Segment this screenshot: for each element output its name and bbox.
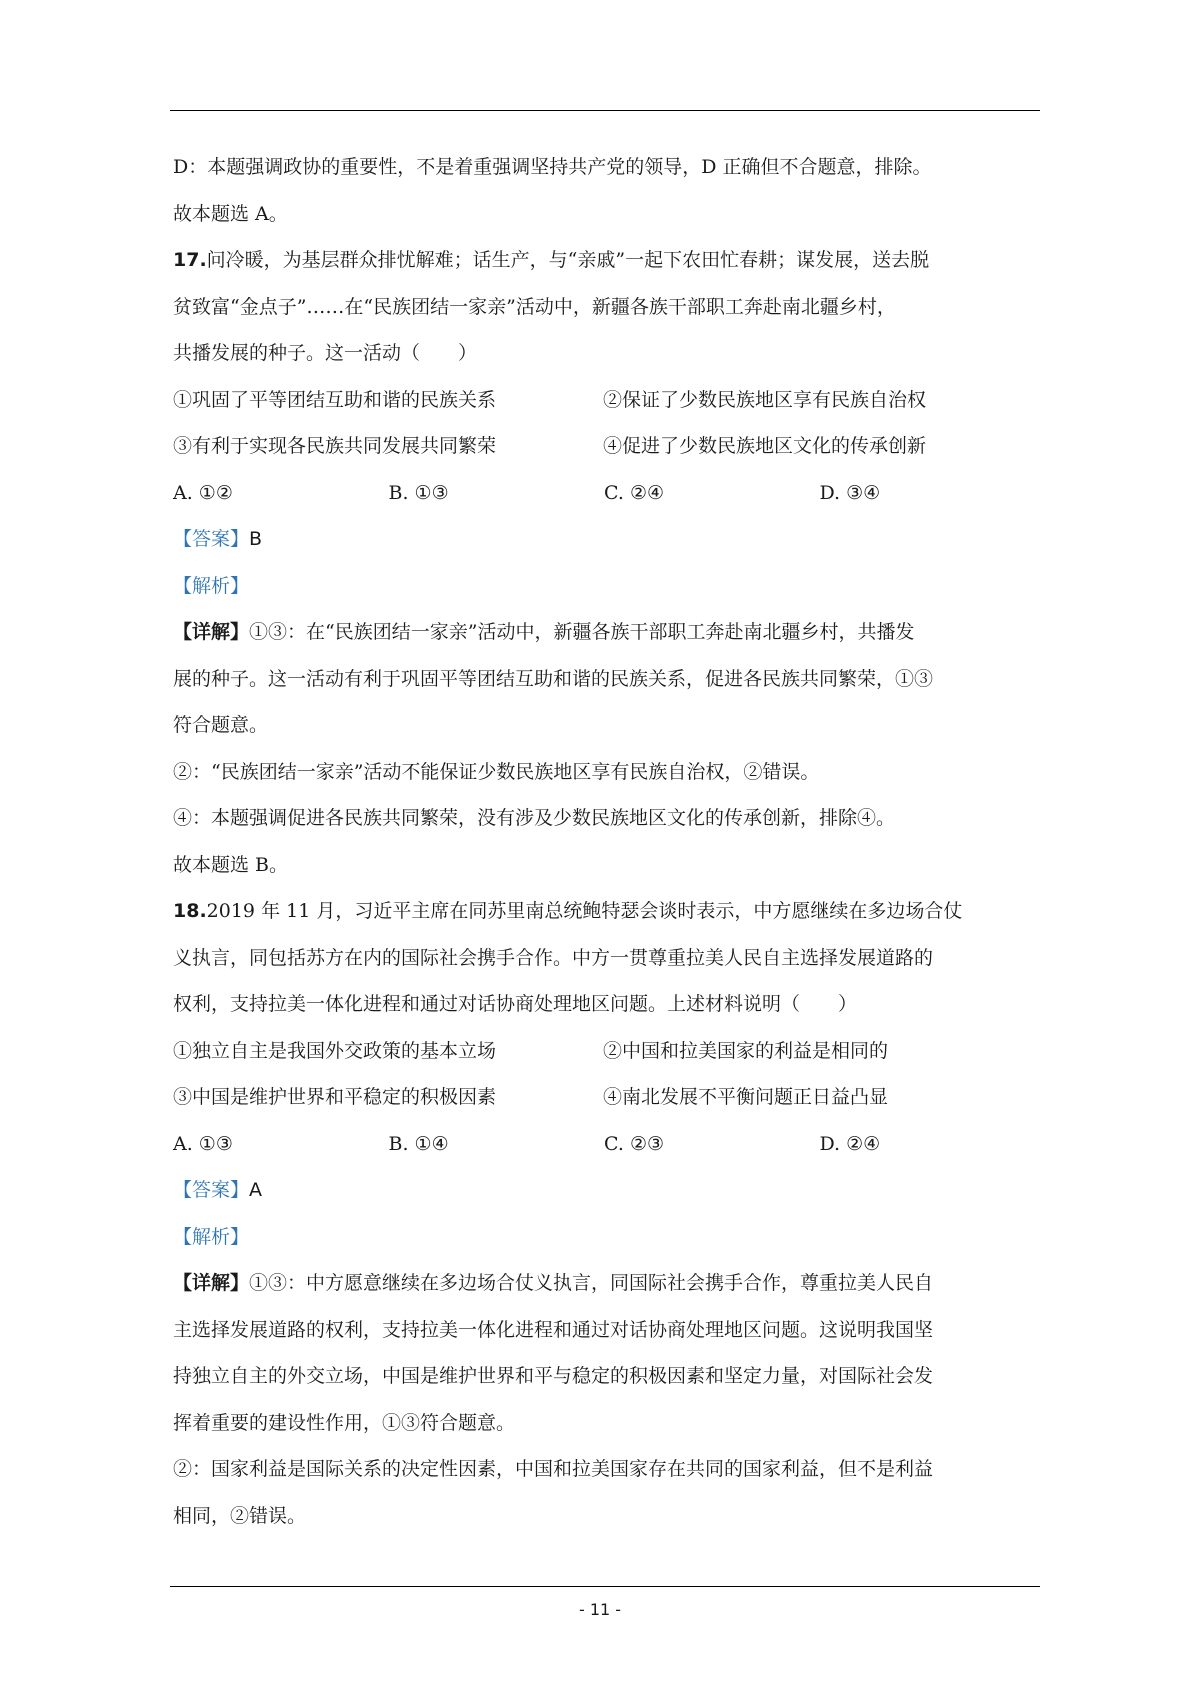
q18-detail-line-2: 主选择发展道路的权利，支持拉美一体化进程和通过对话协商处理地区问题。这说明我国坚 xyxy=(173,1318,934,1341)
q17-detail-line-6: 故本题选 B。 xyxy=(173,853,289,876)
q18-answer xyxy=(173,1175,1035,1222)
q17-stem-line-1 xyxy=(173,245,1035,292)
q17-analysis xyxy=(173,571,1035,618)
header-rule xyxy=(170,110,1040,111)
footer-rule xyxy=(170,1586,1040,1587)
q18-choice-c: C. ②③ xyxy=(604,1132,665,1155)
q18-statement-2: ②中国和拉美国家的利益是相同的 xyxy=(603,1039,889,1062)
q18-choices xyxy=(173,1129,1035,1176)
q17-statement-2: ②保证了少数民族地区享有民族自治权 xyxy=(603,388,927,411)
q18-choice-b: B. ①④ xyxy=(388,1132,449,1155)
q18-answer-letter: A xyxy=(249,1179,263,1201)
q18-stem-line-3: 权利，支持拉美一体化进程和通过对话协商处理地区问题。上述材料说明（ ） xyxy=(173,993,858,1015)
q17-detail-line-4: ②：“民族团结一家亲”活动不能保证少数民族地区享有民族自治权，②错误。 xyxy=(173,760,820,783)
q18-number: 18. xyxy=(173,900,207,922)
q18-detail-text-1: ①③：中方愿意继续在多边场合仗义执言，同国际社会携手合作，尊重拉美人民自 xyxy=(249,1272,934,1294)
q18-stem-line-2: 义执言，同包括苏方在内的国际社会携手合作。中方一贯尊重拉美人民自主选择发展道路的 xyxy=(173,946,934,969)
q18-choice-a: A. ①③ xyxy=(173,1132,233,1155)
q17-stem-text-1: 问冷暖，为基层群众排忧解难；话生产，与“亲戚”一起下农田忙春耕；谋发展，送去脱 xyxy=(206,249,930,271)
q18-statement-3: ③中国是维护世界和平稳定的积极因素 xyxy=(173,1086,497,1108)
q17-detail-tag: 【详解】 xyxy=(173,621,250,643)
q18-detail-line-3: 持独立自主的外交立场，中国是维护世界和平与稳定的积极因素和坚定力量，对国际社会发 xyxy=(173,1365,934,1387)
q18-stem-line-1 xyxy=(173,896,1035,943)
q17-statement-4: ④促进了少数民族地区文化的传承创新 xyxy=(603,435,927,457)
q17-statement-1: ①巩固了平等团结互助和谐的民族关系 xyxy=(173,388,497,411)
q17-detail-line-2: 展的种子。这一活动有利于巩固平等团结互助和谐的民族关系，促进各民族共同繁荣，①③ xyxy=(173,667,934,690)
q17-statements-row-1 xyxy=(173,385,1035,432)
q16-option-d-explanation: D：本题强调政协的重要性，不是着重强调坚持共产党的领导，D 正确但不合题意，排除。 xyxy=(173,156,932,178)
q17-answer xyxy=(173,524,1035,571)
q18-statements-row-1 xyxy=(173,1036,1035,1083)
q18-statement-1: ①独立自主是我国外交政策的基本立场 xyxy=(173,1039,497,1062)
q18-choice-d: D. ②④ xyxy=(819,1132,881,1155)
q18-answer-tag: 【答案】 xyxy=(173,1179,250,1201)
q17-detail-line-3: 符合题意。 xyxy=(173,714,269,736)
q17-statements-row-2 xyxy=(173,431,1035,478)
q18-detail-line-6: 相同，②错误。 xyxy=(173,1504,307,1527)
page-content xyxy=(173,152,1035,1547)
q17-stem-line-3: 共播发展的种子。这一活动（ ） xyxy=(173,342,478,364)
q18-analysis xyxy=(173,1222,1035,1269)
q17-detail-line-5: ④：本题强调促进各民族共同繁荣，没有涉及少数民族地区文化的传承创新，排除④。 xyxy=(173,807,896,829)
q18-detail-line-4: 挥着重要的建设性作用，①③符合题意。 xyxy=(173,1411,516,1434)
q17-choice-d: D. ③④ xyxy=(819,481,881,504)
page-number: - 11 - xyxy=(578,1600,622,1619)
q17-choice-c: C. ②④ xyxy=(604,481,665,504)
q17-detail-text-1: ①③：在“民族团结一家亲”活动中，新疆各族干部职工奔赴南北疆乡村，共播发 xyxy=(249,621,915,643)
q17-answer-letter: B xyxy=(249,528,263,550)
q18-analysis-tag: 【解析】 xyxy=(173,1225,250,1248)
q17-number: 17. xyxy=(173,249,207,271)
q18-detail-line-1 xyxy=(173,1268,1035,1315)
q18-detail-line-5: ②：国家利益是国际关系的决定性因素，中国和拉美国家存在共同的国家利益，但不是利益 xyxy=(173,1458,934,1480)
q17-answer-tag: 【答案】 xyxy=(173,528,250,550)
q17-analysis-tag: 【解析】 xyxy=(173,574,250,597)
q17-statement-3: ③有利于实现各民族共同发展共同繁荣 xyxy=(173,435,497,457)
q18-detail-tag: 【详解】 xyxy=(173,1272,250,1294)
q18-statements-row-2 xyxy=(173,1082,1035,1129)
q18-statement-4: ④南北发展不平衡问题正日益凸显 xyxy=(603,1086,889,1108)
q17-choices xyxy=(173,478,1035,525)
q17-choice-b: B. ①③ xyxy=(388,481,449,504)
q17-stem-line-2: 贫致富“金点子”……在“民族团结一家亲”活动中，新疆各族干部职工奔赴南北疆乡村， xyxy=(173,295,896,318)
q17-detail-line-1 xyxy=(173,617,1035,664)
q16-conclusion: 故本题选 A。 xyxy=(173,202,288,225)
q17-choice-a: A. ①② xyxy=(173,481,233,504)
q18-stem-text-1: 2019 年 11 月，习近平主席在同苏里南总统鲍特瑟会谈时表示，中方愿继续在多边场合仗 xyxy=(206,900,963,922)
